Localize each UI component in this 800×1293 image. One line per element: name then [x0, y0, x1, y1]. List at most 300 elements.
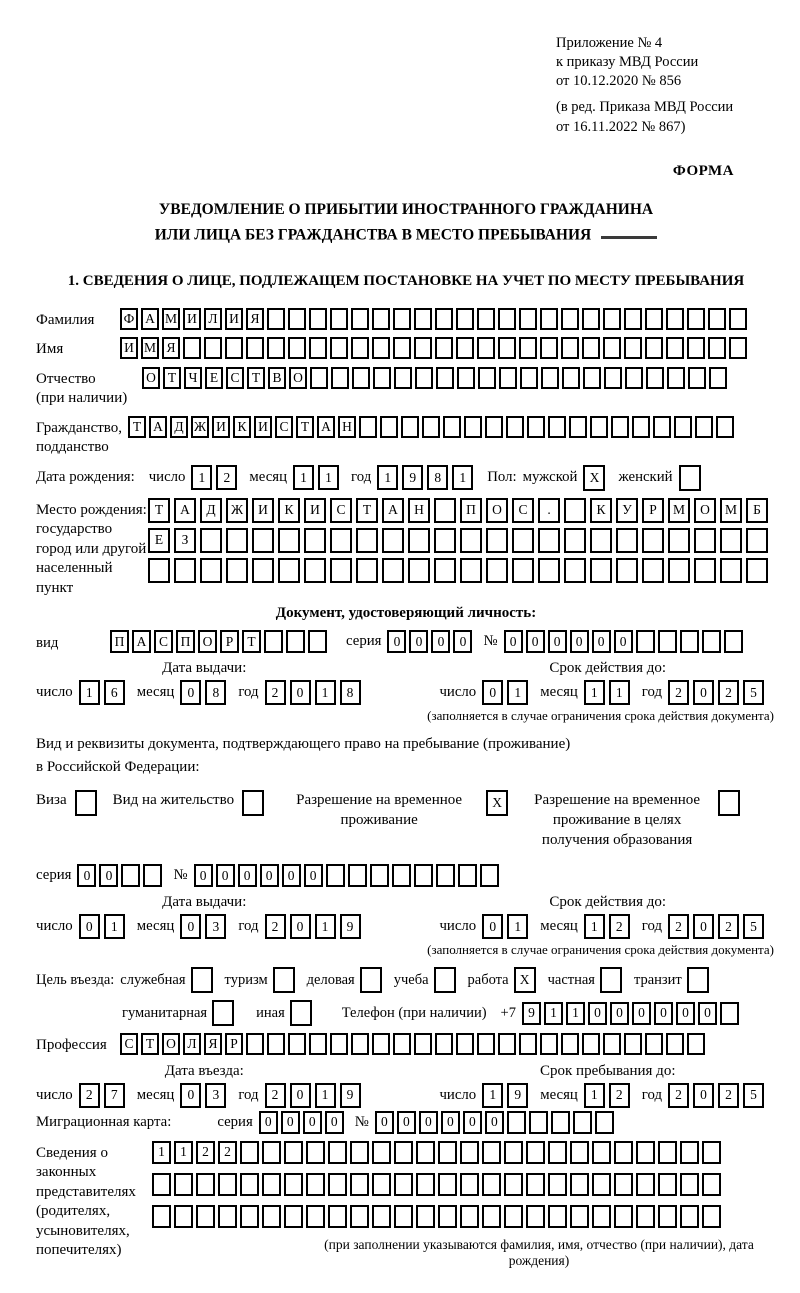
form-cell[interactable] — [538, 528, 560, 553]
form-cell[interactable] — [645, 1033, 663, 1055]
form-cell[interactable] — [372, 1205, 391, 1228]
form-cell[interactable] — [438, 1173, 457, 1196]
form-cell[interactable] — [616, 558, 638, 583]
form-cell[interactable] — [394, 1173, 413, 1196]
form-cell[interactable]: П — [176, 630, 195, 653]
form-cell[interactable]: 1 — [566, 1002, 585, 1025]
form-cell[interactable] — [526, 1205, 545, 1228]
form-cell[interactable]: Д — [200, 498, 222, 523]
form-cell[interactable]: А — [382, 498, 404, 523]
form-cell[interactable] — [225, 337, 243, 359]
form-cell[interactable] — [393, 308, 411, 330]
form-cell[interactable]: 1 — [584, 914, 605, 939]
form-cell[interactable] — [624, 1033, 642, 1055]
form-cell[interactable]: 1 — [315, 1083, 336, 1108]
form-cell[interactable] — [174, 1173, 193, 1196]
form-cell[interactable] — [570, 1141, 589, 1164]
form-cell[interactable] — [478, 367, 496, 389]
form-cell[interactable] — [373, 367, 391, 389]
form-cell[interactable]: С — [154, 630, 173, 653]
form-cell[interactable] — [688, 367, 706, 389]
form-cell[interactable]: 0 — [504, 630, 523, 653]
form-cell[interactable] — [486, 558, 508, 583]
form-cell[interactable] — [595, 1111, 614, 1134]
form-cell[interactable]: 0 — [99, 864, 118, 887]
form-cell[interactable] — [382, 558, 404, 583]
form-cell[interactable]: 2 — [265, 1083, 286, 1108]
form-cell[interactable]: 2 — [718, 914, 739, 939]
form-cell[interactable] — [262, 1173, 281, 1196]
form-cell[interactable] — [422, 416, 440, 438]
form-cell[interactable] — [680, 630, 699, 653]
form-cell[interactable] — [408, 558, 430, 583]
form-cell[interactable]: 2 — [265, 680, 286, 705]
form-cell[interactable] — [614, 1173, 633, 1196]
form-cell[interactable]: X — [514, 967, 536, 993]
form-cell[interactable] — [666, 337, 684, 359]
form-cell[interactable]: О — [162, 1033, 180, 1055]
form-cell[interactable] — [372, 1173, 391, 1196]
form-cell[interactable]: 1 — [174, 1141, 193, 1164]
form-cell[interactable]: 1 — [609, 680, 630, 705]
form-cell[interactable]: 9 — [340, 1083, 361, 1108]
form-cell[interactable]: Р — [642, 498, 664, 523]
form-cell[interactable] — [372, 337, 390, 359]
form-cell[interactable] — [636, 1141, 655, 1164]
form-cell[interactable] — [246, 337, 264, 359]
form-cell[interactable] — [695, 416, 713, 438]
form-cell[interactable]: 0 — [290, 680, 311, 705]
form-cell[interactable]: 5 — [743, 914, 764, 939]
form-cell[interactable] — [611, 416, 629, 438]
form-cell[interactable] — [252, 558, 274, 583]
form-cell[interactable]: 0 — [290, 1083, 311, 1108]
form-cell[interactable]: И — [120, 337, 138, 359]
form-cell[interactable]: Я — [162, 337, 180, 359]
form-cell[interactable]: 0 — [592, 630, 611, 653]
form-cell[interactable] — [600, 967, 622, 993]
form-cell[interactable] — [570, 1205, 589, 1228]
form-cell[interactable]: 0 — [614, 630, 633, 653]
form-cell[interactable] — [394, 1141, 413, 1164]
form-cell[interactable]: Д — [170, 416, 188, 438]
form-cell[interactable] — [708, 308, 726, 330]
form-cell[interactable]: Т — [242, 630, 261, 653]
form-cell[interactable]: 2 — [216, 465, 237, 490]
form-cell[interactable] — [541, 367, 559, 389]
form-cell[interactable] — [204, 337, 222, 359]
form-cell[interactable] — [262, 1141, 281, 1164]
form-cell[interactable] — [527, 416, 545, 438]
form-cell[interactable] — [687, 308, 705, 330]
form-cell[interactable] — [499, 367, 517, 389]
form-cell[interactable]: 1 — [584, 680, 605, 705]
form-cell[interactable] — [328, 1173, 347, 1196]
form-cell[interactable] — [352, 367, 370, 389]
form-cell[interactable] — [330, 528, 352, 553]
form-cell[interactable]: 0 — [693, 1083, 714, 1108]
form-cell[interactable] — [350, 1173, 369, 1196]
form-cell[interactable] — [218, 1173, 237, 1196]
form-cell[interactable] — [438, 1141, 457, 1164]
form-cell[interactable] — [435, 1033, 453, 1055]
form-cell[interactable]: 0 — [676, 1002, 695, 1025]
form-cell[interactable] — [360, 967, 382, 993]
form-cell[interactable] — [380, 416, 398, 438]
form-cell[interactable] — [729, 337, 747, 359]
form-cell[interactable]: Т — [163, 367, 181, 389]
form-cell[interactable] — [330, 558, 352, 583]
form-cell[interactable] — [632, 416, 650, 438]
form-cell[interactable]: 0 — [282, 864, 301, 887]
form-cell[interactable] — [642, 528, 664, 553]
form-cell[interactable] — [434, 528, 456, 553]
form-cell[interactable]: В — [268, 367, 286, 389]
form-cell[interactable]: 1 — [79, 680, 100, 705]
form-cell[interactable] — [687, 1033, 705, 1055]
form-cell[interactable]: С — [512, 498, 534, 523]
form-cell[interactable] — [603, 1033, 621, 1055]
form-cell[interactable] — [460, 1173, 479, 1196]
form-cell[interactable]: 0 — [194, 864, 213, 887]
form-cell[interactable]: 0 — [441, 1111, 460, 1134]
form-cell[interactable]: 9 — [522, 1002, 541, 1025]
form-cell[interactable] — [504, 1173, 523, 1196]
form-cell[interactable] — [306, 1173, 325, 1196]
form-cell[interactable] — [625, 367, 643, 389]
form-cell[interactable] — [416, 1141, 435, 1164]
form-cell[interactable]: 0 — [375, 1111, 394, 1134]
form-cell[interactable]: Ф — [120, 308, 138, 330]
form-cell[interactable] — [284, 1205, 303, 1228]
form-cell[interactable] — [143, 864, 162, 887]
form-cell[interactable]: Б — [746, 498, 768, 523]
form-cell[interactable]: 8 — [205, 680, 226, 705]
form-cell[interactable] — [506, 416, 524, 438]
form-cell[interactable] — [694, 528, 716, 553]
form-cell[interactable] — [658, 1205, 677, 1228]
form-cell[interactable] — [288, 308, 306, 330]
form-cell[interactable]: З — [174, 528, 196, 553]
form-cell[interactable]: 0 — [180, 680, 201, 705]
form-cell[interactable] — [121, 864, 140, 887]
form-cell[interactable] — [561, 1033, 579, 1055]
form-cell[interactable] — [526, 1173, 545, 1196]
form-cell[interactable] — [416, 1173, 435, 1196]
form-cell[interactable]: 0 — [387, 630, 406, 653]
form-cell[interactable] — [498, 337, 516, 359]
form-cell[interactable] — [540, 308, 558, 330]
form-cell[interactable] — [687, 337, 705, 359]
form-cell[interactable] — [174, 1205, 193, 1228]
form-cell[interactable] — [438, 1205, 457, 1228]
form-cell[interactable] — [464, 416, 482, 438]
form-cell[interactable] — [540, 1033, 558, 1055]
form-cell[interactable]: 7 — [104, 1083, 125, 1108]
form-cell[interactable] — [666, 1033, 684, 1055]
form-cell[interactable]: Т — [141, 1033, 159, 1055]
form-cell[interactable]: Я — [246, 308, 264, 330]
form-cell[interactable]: 0 — [281, 1111, 300, 1134]
form-cell[interactable] — [561, 337, 579, 359]
form-cell[interactable] — [434, 967, 456, 993]
form-cell[interactable]: 1 — [315, 680, 336, 705]
form-cell[interactable] — [309, 308, 327, 330]
form-cell[interactable] — [288, 1033, 306, 1055]
form-cell[interactable] — [328, 1205, 347, 1228]
form-cell[interactable]: 9 — [507, 1083, 528, 1108]
form-cell[interactable]: 6 — [104, 680, 125, 705]
form-cell[interactable]: А — [317, 416, 335, 438]
form-cell[interactable] — [290, 1000, 312, 1026]
form-cell[interactable]: 1 — [452, 465, 473, 490]
form-cell[interactable] — [264, 630, 283, 653]
form-cell[interactable]: 0 — [693, 914, 714, 939]
form-cell[interactable]: К — [233, 416, 251, 438]
form-cell[interactable] — [434, 558, 456, 583]
form-cell[interactable]: 2 — [668, 1083, 689, 1108]
form-cell[interactable]: П — [110, 630, 129, 653]
form-cell[interactable] — [702, 1141, 721, 1164]
form-cell[interactable] — [212, 1000, 234, 1026]
form-cell[interactable] — [582, 308, 600, 330]
form-cell[interactable]: 1 — [152, 1141, 171, 1164]
form-cell[interactable] — [434, 498, 456, 523]
form-cell[interactable] — [284, 1141, 303, 1164]
form-cell[interactable]: 0 — [180, 1083, 201, 1108]
form-cell[interactable]: Е — [205, 367, 223, 389]
form-cell[interactable] — [351, 1033, 369, 1055]
form-cell[interactable]: 0 — [698, 1002, 717, 1025]
form-cell[interactable] — [603, 337, 621, 359]
form-cell[interactable]: 1 — [191, 465, 212, 490]
form-cell[interactable] — [196, 1173, 215, 1196]
form-cell[interactable] — [174, 558, 196, 583]
form-cell[interactable] — [309, 337, 327, 359]
form-cell[interactable] — [240, 1173, 259, 1196]
form-cell[interactable]: О — [289, 367, 307, 389]
form-cell[interactable] — [720, 558, 742, 583]
form-cell[interactable]: 0 — [79, 914, 100, 939]
form-cell[interactable]: О — [142, 367, 160, 389]
form-cell[interactable] — [372, 1033, 390, 1055]
form-cell[interactable] — [604, 367, 622, 389]
form-cell[interactable] — [624, 337, 642, 359]
form-cell[interactable] — [75, 790, 97, 816]
form-cell[interactable] — [482, 1141, 501, 1164]
form-cell[interactable] — [152, 1205, 171, 1228]
form-cell[interactable] — [326, 864, 345, 887]
form-cell[interactable] — [240, 1205, 259, 1228]
form-cell[interactable]: 0 — [259, 1111, 278, 1134]
form-cell[interactable]: С — [120, 1033, 138, 1055]
form-cell[interactable]: 0 — [216, 864, 235, 887]
form-cell[interactable]: 2 — [79, 1083, 100, 1108]
form-cell[interactable]: 2 — [265, 914, 286, 939]
form-cell[interactable] — [435, 337, 453, 359]
form-cell[interactable]: 0 — [397, 1111, 416, 1134]
form-cell[interactable] — [242, 790, 264, 816]
form-cell[interactable]: А — [149, 416, 167, 438]
form-cell[interactable]: 0 — [238, 864, 257, 887]
form-cell[interactable]: Л — [183, 1033, 201, 1055]
form-cell[interactable] — [658, 1141, 677, 1164]
form-cell[interactable] — [658, 630, 677, 653]
form-cell[interactable]: 0 — [409, 630, 428, 653]
form-cell[interactable] — [592, 1173, 611, 1196]
form-cell[interactable] — [519, 308, 537, 330]
form-cell[interactable]: 1 — [584, 1083, 605, 1108]
form-cell[interactable] — [573, 1111, 592, 1134]
form-cell[interactable]: 1 — [104, 914, 125, 939]
form-cell[interactable] — [284, 1173, 303, 1196]
form-cell[interactable] — [328, 1141, 347, 1164]
form-cell[interactable] — [309, 1033, 327, 1055]
form-cell[interactable]: 0 — [304, 864, 323, 887]
form-cell[interactable] — [414, 337, 432, 359]
form-cell[interactable] — [262, 1205, 281, 1228]
form-cell[interactable] — [394, 367, 412, 389]
form-cell[interactable] — [200, 528, 222, 553]
form-cell[interactable] — [674, 416, 692, 438]
form-cell[interactable]: Т — [128, 416, 146, 438]
form-cell[interactable] — [702, 1205, 721, 1228]
form-cell[interactable]: Ж — [191, 416, 209, 438]
form-cell[interactable] — [436, 864, 455, 887]
form-cell[interactable] — [666, 308, 684, 330]
form-cell[interactable] — [724, 630, 743, 653]
form-cell[interactable]: 0 — [482, 914, 503, 939]
form-cell[interactable] — [477, 308, 495, 330]
form-cell[interactable]: Т — [148, 498, 170, 523]
form-cell[interactable] — [486, 528, 508, 553]
form-cell[interactable]: 0 — [693, 680, 714, 705]
form-cell[interactable]: И — [304, 498, 326, 523]
form-cell[interactable] — [456, 1033, 474, 1055]
form-cell[interactable] — [456, 337, 474, 359]
form-cell[interactable] — [218, 1205, 237, 1228]
form-cell[interactable] — [460, 558, 482, 583]
form-cell[interactable] — [551, 1111, 570, 1134]
form-cell[interactable] — [582, 337, 600, 359]
form-cell[interactable] — [603, 308, 621, 330]
form-cell[interactable] — [416, 1205, 435, 1228]
form-cell[interactable] — [679, 465, 701, 491]
form-cell[interactable] — [480, 864, 499, 887]
form-cell[interactable]: Н — [408, 498, 430, 523]
form-cell[interactable]: 0 — [548, 630, 567, 653]
form-cell[interactable]: П — [460, 498, 482, 523]
form-cell[interactable] — [668, 558, 690, 583]
form-cell[interactable]: Ч — [184, 367, 202, 389]
form-cell[interactable]: И — [254, 416, 272, 438]
form-cell[interactable] — [720, 1002, 739, 1025]
form-cell[interactable] — [226, 528, 248, 553]
form-cell[interactable]: 2 — [609, 914, 630, 939]
form-cell[interactable] — [564, 528, 586, 553]
form-cell[interactable]: О — [694, 498, 716, 523]
form-cell[interactable] — [267, 1033, 285, 1055]
form-cell[interactable]: 0 — [610, 1002, 629, 1025]
form-cell[interactable]: 0 — [453, 630, 472, 653]
form-cell[interactable] — [392, 864, 411, 887]
form-cell[interactable] — [708, 337, 726, 359]
form-cell[interactable] — [414, 308, 432, 330]
form-cell[interactable] — [252, 528, 274, 553]
form-cell[interactable] — [667, 367, 685, 389]
form-cell[interactable] — [382, 528, 404, 553]
form-cell[interactable]: 1 — [318, 465, 339, 490]
form-cell[interactable]: М — [141, 337, 159, 359]
form-cell[interactable]: С — [275, 416, 293, 438]
form-cell[interactable]: М — [162, 308, 180, 330]
form-cell[interactable] — [394, 1205, 413, 1228]
form-cell[interactable]: X — [583, 465, 605, 491]
form-cell[interactable] — [507, 1111, 526, 1134]
form-cell[interactable] — [718, 790, 740, 816]
form-cell[interactable] — [614, 1141, 633, 1164]
form-cell[interactable] — [590, 416, 608, 438]
form-cell[interactable] — [720, 528, 742, 553]
form-cell[interactable] — [485, 416, 503, 438]
form-cell[interactable] — [278, 558, 300, 583]
form-cell[interactable] — [267, 308, 285, 330]
form-cell[interactable] — [350, 1205, 369, 1228]
form-cell[interactable]: 8 — [340, 680, 361, 705]
form-cell[interactable] — [288, 337, 306, 359]
form-cell[interactable] — [408, 528, 430, 553]
form-cell[interactable] — [152, 1173, 171, 1196]
form-cell[interactable] — [498, 308, 516, 330]
form-cell[interactable]: . — [538, 498, 560, 523]
form-cell[interactable] — [477, 1033, 495, 1055]
form-cell[interactable]: X — [486, 790, 508, 816]
form-cell[interactable] — [460, 528, 482, 553]
form-cell[interactable] — [330, 308, 348, 330]
form-cell[interactable]: И — [225, 308, 243, 330]
form-cell[interactable] — [645, 337, 663, 359]
form-cell[interactable]: 0 — [431, 630, 450, 653]
form-cell[interactable] — [680, 1205, 699, 1228]
form-cell[interactable]: А — [174, 498, 196, 523]
form-cell[interactable] — [240, 1141, 259, 1164]
form-cell[interactable]: 0 — [290, 914, 311, 939]
form-cell[interactable]: Р — [225, 1033, 243, 1055]
form-cell[interactable]: Л — [204, 308, 222, 330]
form-cell[interactable] — [498, 1033, 516, 1055]
form-cell[interactable]: 2 — [196, 1141, 215, 1164]
form-cell[interactable]: 1 — [507, 914, 528, 939]
form-cell[interactable] — [456, 308, 474, 330]
form-cell[interactable] — [286, 630, 305, 653]
form-cell[interactable] — [519, 1033, 537, 1055]
form-cell[interactable] — [562, 367, 580, 389]
form-cell[interactable]: 1 — [544, 1002, 563, 1025]
form-cell[interactable] — [310, 367, 328, 389]
form-cell[interactable]: Ж — [226, 498, 248, 523]
form-cell[interactable]: Я — [204, 1033, 222, 1055]
form-cell[interactable]: 1 — [482, 1083, 503, 1108]
form-cell[interactable] — [564, 558, 586, 583]
form-cell[interactable] — [658, 1173, 677, 1196]
form-cell[interactable] — [304, 558, 326, 583]
form-cell[interactable] — [306, 1141, 325, 1164]
form-cell[interactable]: 0 — [325, 1111, 344, 1134]
form-cell[interactable]: 0 — [482, 680, 503, 705]
form-cell[interactable]: 3 — [205, 914, 226, 939]
form-cell[interactable]: А — [132, 630, 151, 653]
form-cell[interactable] — [702, 630, 721, 653]
